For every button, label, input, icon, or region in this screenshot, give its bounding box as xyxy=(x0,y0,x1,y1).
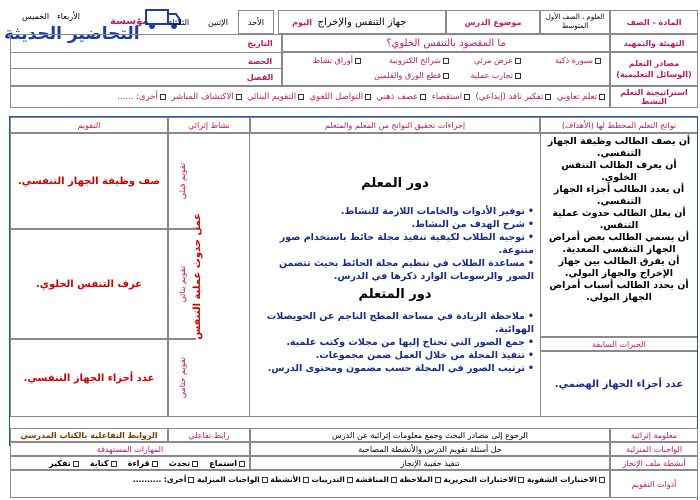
outcome-item: أن يفرق الطالب بين جهاز الإخراج والجهاز البولي. xyxy=(558,256,680,279)
tool-item-2[interactable]: الملاحظة xyxy=(399,475,440,484)
period-label: الحصة xyxy=(247,56,273,66)
checkbox-icon xyxy=(355,58,361,64)
tool-item-3[interactable]: المناقشة xyxy=(355,475,396,484)
checkbox-icon xyxy=(391,477,397,483)
date-grid xyxy=(10,34,282,86)
checkbox-icon xyxy=(152,461,158,467)
strategy-item-0[interactable]: تعلم تعاوني xyxy=(557,92,605,102)
strategies-box xyxy=(10,86,610,108)
eval-final-label-cell xyxy=(168,339,196,417)
checkbox-icon xyxy=(111,461,117,467)
learner-item: • تنفيذ المجلة من خلال العمل ضمن مجموعات. xyxy=(256,349,534,362)
strategy-item-6[interactable]: الاكتشاف المباشر xyxy=(171,92,241,102)
links-label: رابط تفاعلي xyxy=(168,428,250,442)
teacher-item: • شرح الهدف من النشاط. xyxy=(256,218,534,231)
resources-box xyxy=(282,52,610,86)
eval-form-value: عرف التنفس الخلوي. xyxy=(10,229,168,339)
day-label-text: اليوم xyxy=(292,17,312,27)
checkbox-icon xyxy=(365,94,371,100)
skill-item-3[interactable]: كتابة xyxy=(90,459,117,468)
logo-day-label-5: الخميس xyxy=(22,12,50,21)
outcome-item: أن يسمي الطالب بعض أمراض الجهاز التنفسي المعدية. xyxy=(548,232,690,255)
resources-label: مصادر التعلم (الوسائل التعليمية) xyxy=(610,52,698,86)
teacher-item: • توجيه الطلاب لكيفية تنفيذ مجلة حائط باستخدام صور متنوعة. xyxy=(256,231,534,257)
procedures-cell xyxy=(250,133,540,417)
checkbox-icon xyxy=(347,477,353,483)
resource-item-3[interactable]: أوراق نشاط xyxy=(313,56,361,65)
eval-form-label-cell xyxy=(168,229,196,339)
learner-item: • جمع الصور التي تحتاج إليها من مجلات وكتب علمية. xyxy=(256,336,534,349)
checkbox-icon xyxy=(236,94,242,100)
col-header-procedures: إجراءات تحقيق النواتج من المعلم والمتعلم xyxy=(250,117,540,133)
links-value: الروابط التفاعلية بالكتاب المدرسي xyxy=(10,428,168,442)
tool-item-5[interactable]: الأنشطة xyxy=(270,475,308,484)
checkbox-icon xyxy=(599,477,605,483)
skills-label: المهارات المستهدفة xyxy=(10,442,250,456)
day-header-3: الثلاثاء xyxy=(168,17,190,27)
eval-final-label: تقويم ختامي xyxy=(178,357,187,399)
date-grid-line1 xyxy=(10,52,282,53)
strategy-item-2[interactable]: استقصاء xyxy=(432,92,470,102)
checkbox-icon xyxy=(515,73,521,79)
strategy-item-4[interactable]: التواصل اللغوي xyxy=(310,92,372,102)
frame-left xyxy=(9,116,10,446)
intro-label: التهيئة والتمهيد xyxy=(610,34,698,52)
class-label: الفصل xyxy=(246,72,274,82)
checkbox-icon xyxy=(160,94,166,100)
portfolio-value: تنفيذ حقيبة الإنجاز xyxy=(250,456,610,470)
logo-day-label-4: الأربعاء xyxy=(57,12,80,21)
skill-item-4[interactable]: تفكير xyxy=(49,459,79,468)
tools-box xyxy=(10,470,610,498)
checkbox-icon xyxy=(545,94,551,100)
teacher-list xyxy=(256,205,534,283)
checkbox-icon xyxy=(420,94,426,100)
resource-item-2[interactable]: شرائح الكترونية xyxy=(389,56,449,65)
learner-item: • ملاحظة الزيادة في مساحة المطح الناجم عن الحويصلات الهوائية. xyxy=(256,310,534,336)
checkbox-icon xyxy=(464,94,470,100)
outcome-item: أن يعرف الطالب التنفس الخلوي. xyxy=(561,160,677,183)
outcome-item: أن يحدد الطالب أسباب أمراض الجهاز البولي. xyxy=(549,280,689,303)
prior-value: عدد أجزاء الجهاز الهضمي. xyxy=(540,351,698,417)
portfolio-label: أنشطة ملف الإنجاز xyxy=(610,456,698,470)
activity-text: عمل حدوث عملية التنفس xyxy=(191,212,203,340)
checkbox-icon xyxy=(73,461,79,467)
homework-label: الواجبات المنزلية xyxy=(610,442,698,456)
col-header-activity: نشاط إثرائي xyxy=(168,117,250,133)
skill-item-0[interactable]: استماع xyxy=(209,459,245,468)
teacher-item: • توفير الأدوات والخامات اللازمة للنشاط. xyxy=(256,205,534,218)
checkbox-icon xyxy=(443,58,449,64)
strategies-list xyxy=(117,92,605,102)
resource-item-4[interactable]: تجارب عملية xyxy=(470,71,521,80)
homework-value: حل أسئلة تقويم الدرس والأنشطة المصاحبة xyxy=(250,442,610,456)
checkbox-icon xyxy=(303,477,309,483)
tool-item-0[interactable]: الاختبارات الشفوية xyxy=(527,475,605,484)
checkbox-icon xyxy=(595,58,601,64)
eval-pre-label-cell xyxy=(168,133,196,229)
outcomes-list xyxy=(545,136,693,304)
day-value: الأحد xyxy=(238,10,274,34)
eval-final-value: عدد أجزاء الجهاز التنفسي. xyxy=(10,339,168,417)
enrich-label: معلومة إثرائية xyxy=(610,428,698,442)
topic-label: موضوع الدرس xyxy=(446,10,540,34)
learner-list xyxy=(256,310,534,375)
tool-item-4[interactable]: التدريبات xyxy=(311,475,352,484)
skill-item-2[interactable]: قراءة xyxy=(128,459,158,468)
col-header-evaluation: التقويم xyxy=(10,117,168,133)
enrich-value: الرجوع إلى مصادر البحث وجمع معلومات إثرائية عن الدرس xyxy=(250,428,610,442)
topic-value: جهاز التنفس والإخراج xyxy=(278,10,446,34)
checkbox-icon xyxy=(262,477,268,483)
teacher-title: دور المعلم xyxy=(361,176,429,191)
checkbox-icon xyxy=(188,477,194,483)
outcome-item: أن يصف الطالب وظيفة الجهاز التنفسي. xyxy=(547,136,691,159)
outcome-item: أن يعدد الطالب أجزاء الجهاز التنفسي. xyxy=(553,184,685,207)
tool-item-7[interactable]: أخرى: .......... xyxy=(133,475,195,484)
intro-question: ما المقصود بالتنفس الخلوي؟ xyxy=(282,34,610,52)
strategy-item-1[interactable]: تفكير ناقد (إبداعي) xyxy=(475,92,551,102)
day-header-2: الإثنين xyxy=(208,17,228,27)
prior-label: الخبرات السابقة xyxy=(540,337,698,351)
resource-item-0[interactable]: سبورة ذكية xyxy=(555,56,601,65)
outcome-item: أن يعلل الطالب حدوث عملية التنفس. xyxy=(552,208,686,231)
subject-label: المادة - الصف xyxy=(610,10,698,34)
learner-item: • ترتيب الصور في المجلة حسب مضمون ومحتوى الدرس. xyxy=(256,362,534,375)
eval-form-label: تقويم بنائي xyxy=(178,265,187,303)
eval-pre-value: صف وظيفة الجهاز التنفسي. xyxy=(10,133,168,229)
strategy-item-7[interactable]: أخرى: ...... xyxy=(117,92,166,102)
date-grid-line2 xyxy=(10,68,282,69)
subject-value: العلوم ، الصف الأول المتوسط xyxy=(540,10,610,34)
tool-item-1[interactable]: الاختبارات التحريرية xyxy=(443,475,524,484)
learner-title: دور المتعلم xyxy=(358,287,432,302)
day-label-wrap xyxy=(238,10,312,34)
checkbox-icon xyxy=(298,94,304,100)
checkbox-icon xyxy=(192,461,198,467)
tools-list xyxy=(133,475,605,484)
strategy-item-5[interactable]: التقويم البنائي xyxy=(247,92,304,102)
checkbox-icon xyxy=(435,477,441,483)
strategy-item-3[interactable]: عصف ذهني xyxy=(376,92,426,102)
teacher-item: • مساعدة الطلاب في تنظيم مجلة الحائط بحيث تتضمن الصور والرسومات الوارد ذكرها في الدرس. xyxy=(256,257,534,283)
checkbox-icon xyxy=(518,477,524,483)
date-label: التاريخ xyxy=(247,38,273,48)
checkbox-icon xyxy=(443,73,449,79)
resource-item-1[interactable]: عرض مرئي xyxy=(474,56,521,65)
resource-item-5[interactable]: قطع الورق والقلمين xyxy=(374,71,449,80)
tool-item-6[interactable]: الواجبات المنزلية xyxy=(197,475,268,484)
col-header-outcomes: نواتج التعلم المخطط لها (الأهداف) xyxy=(540,117,698,133)
skills-list xyxy=(49,459,245,468)
skills-box xyxy=(10,456,250,470)
logo-line2: التحاضير الحديثة xyxy=(4,24,140,44)
checkbox-icon xyxy=(515,58,521,64)
tools-label: أدوات التقويم xyxy=(610,470,698,498)
checkbox-icon xyxy=(599,94,605,100)
checkbox-icon xyxy=(239,461,245,467)
logo-line1: مؤسسة xyxy=(110,16,149,27)
eval-pre-label: تقويم قبلي xyxy=(178,162,187,200)
outcomes-cell xyxy=(540,133,698,337)
strategies-label: استراتيجية التعلم النشط xyxy=(610,86,698,108)
skill-item-1[interactable]: تحدث xyxy=(169,459,198,468)
